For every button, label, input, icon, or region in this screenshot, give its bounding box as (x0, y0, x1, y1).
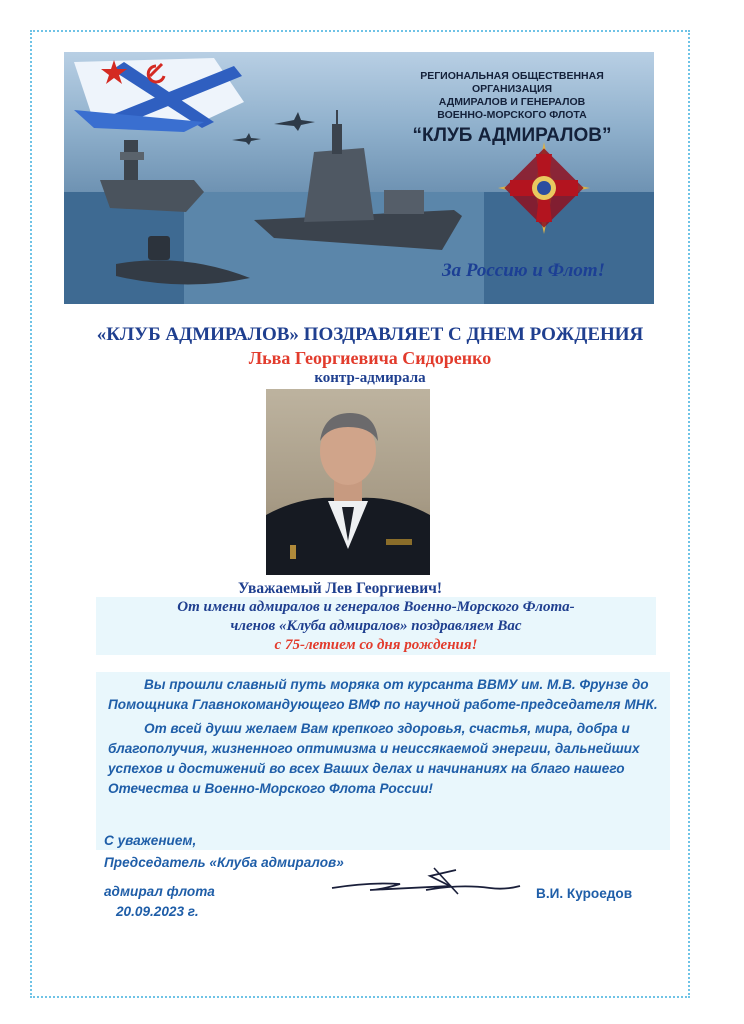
honoree-rank: контр-адмирала (314, 370, 426, 386)
closing (104, 830, 344, 874)
club-banner (64, 52, 654, 304)
motto: За Россию и Флот! (442, 260, 605, 281)
jet-icon (274, 112, 315, 131)
salutation: Уважаемый Лев Георгиевич! (237, 580, 443, 597)
handwritten-signature (330, 860, 530, 900)
honoree-name: Льва Георгиевича Сидоренко (248, 348, 492, 368)
greeting-line-3: с 75-летием со дня рождения! (274, 637, 478, 653)
signer-rank: адмирал флота (104, 884, 215, 899)
page-heading: «КЛУБ АДМИРАЛОВ» ПОЗДРАВЛЯЕТ С ДНЕМ РОЖДЕНИЯ (96, 324, 644, 345)
signature-date: 20.09.2023 г. (116, 904, 199, 919)
closing-title: Председатель «Клуба адмиралов» (104, 855, 344, 870)
signer-name: В.И. Куроедов (536, 886, 633, 901)
body-paragraph-2: От всей души желаем Вам крепкого здоровья, счастья, мира, добра и благополучия, жизненного оптимизма и неиссякаемой энергии, дальнейших успехов и достижений во всех Ваших делах и начинаниях на благо нашего Отечества и Военно-Морского Флота России! (108, 721, 640, 796)
organization-title (380, 70, 644, 148)
body-paragraph-1: Вы прошли славный путь моряка от курсанта ВВМУ им. М.В. Фрунзе до Помощника Главнокомандующего ВМФ по научной работе-председателя МНК. (108, 677, 658, 712)
honoree-portrait (266, 389, 430, 575)
greeting-line-1: От имени адмиралов и генералов Военно-Морского Флота- (177, 599, 575, 615)
org-line-1: РЕГИОНАЛЬНАЯ ОБЩЕСТВЕННАЯ ОРГАНИЗАЦИЯ (420, 70, 604, 95)
signer-details (104, 882, 215, 922)
aircraft-carrier (100, 140, 204, 212)
jet-icon (232, 133, 261, 145)
org-line-2: АДМИРАЛОВ И ГЕНЕРАЛОВ (438, 96, 586, 108)
greeting (96, 598, 656, 655)
club-name: “КЛУБ АДМИРАЛОВ” (412, 125, 612, 146)
congratulation-body (108, 675, 674, 803)
org-line-3: ВОЕННО-МОРСКОГО ФЛОТА (437, 109, 587, 121)
closing-regards: С уважением, (104, 833, 197, 848)
greeting-line-2: членов «Клуба адмиралов» поздравляем Вас (230, 618, 522, 634)
